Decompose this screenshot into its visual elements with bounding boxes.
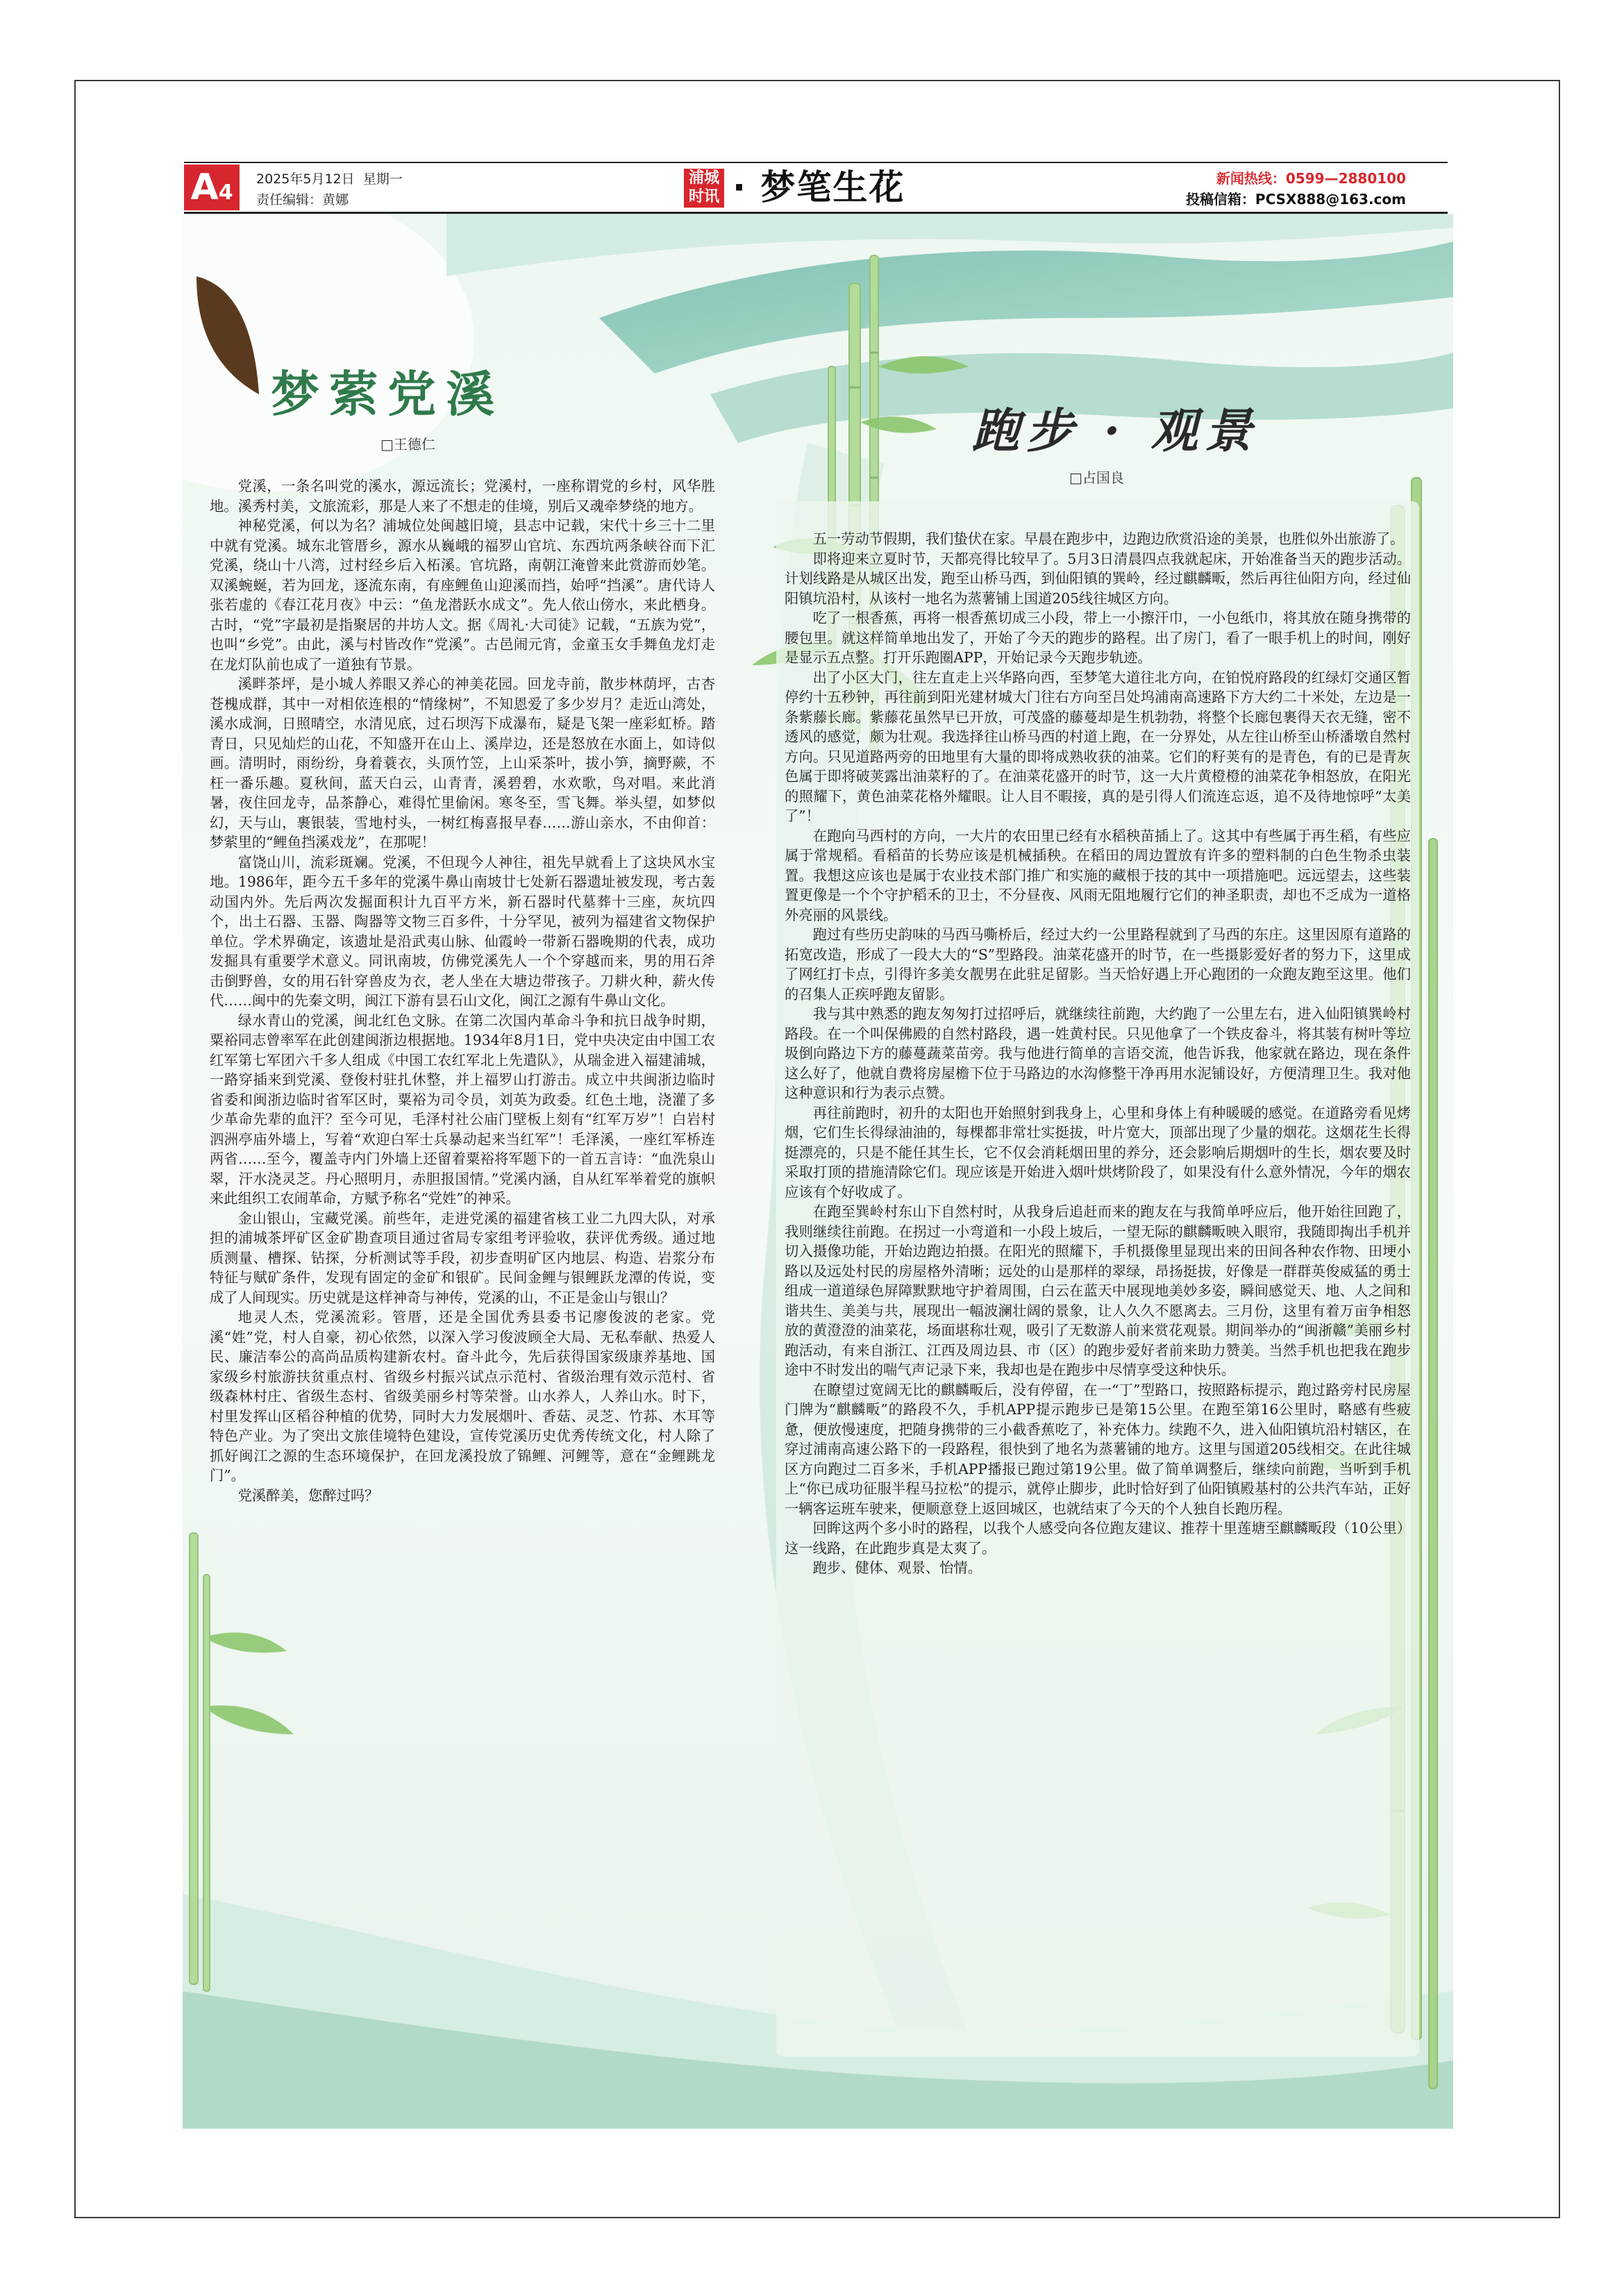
article2-author: □占国良: [1069, 469, 1124, 486]
article1-paragraph: 党溪，一条名叫党的溪水，源远流长；党溪村，一座称谓党的乡村，风华胜地。溪秀村美，文旅流彩，那是人来了不想走的佳境，别后又魂牵梦绕的地方。: [210, 478, 715, 514]
header-top-rule: [184, 162, 1448, 163]
article1-paragraph: 富饶山川，流彩斑斓。党溪，不但现今人神往，祖先早就看上了这块风水宝地。1986年，距今五千多年的党溪牛鼻山南坡廿七处新石器遗址被发现，考古轰动国内外。先后两次发掘面积计九百平方米，新石器时代墓葬十三座，灰坑四个，出土石器、玉器、陶器等文物三百多件，十分罕见，被列为福建省文物保护单位。学术界确定，该遗址是沿武夷山脉、仙霞岭一带新石器晚期的代表，成功发掘具有重要学术意义。同讯南坡，仿佛党溪先人一个个穿越而来，男的用石斧击倒野兽，女的用石针穿兽皮为衣，老人坐在大塘边带孩子。刀耕火种，薪火传代……闽中的先秦文明，闽江下游有昙石山文化，闽江之源有牛鼻山文化。: [210, 853, 715, 1009]
article1-paragraph: 神秘党溪，何以为名？浦城位处闽越旧境，县志中记载，宋代十乡三十二里中就有党溪。城东北管厝乡，源水从巍峨的福罗山官坑、东西坑两条峡谷而下汇党溪，绕山十八湾，过村经乡后入柘溪。官坑路，南朝江淹曾来此赏游而妙笔。双溪蜿蜒，若为回龙，逐流东南，有座鲤鱼山迎溪而挡，始呼“挡溪”。唐代诗人张若虚的《春江花月夜》中云：“鱼龙潜跃水成文”。先人依山傍水，来此栖身。古时，“党”字最初是指聚居的井坊人文。据《周礼·大司徒》记载，“五族为党”，也叫“乡党”。由此，溪与村皆改作“党溪”。古邑闹元宵，金童玉女手舞鱼龙灯走在龙灯队前也成了一道独有节景。: [210, 517, 715, 673]
submission-email: 投稿信箱：PCSX888@163.com: [1185, 191, 1406, 208]
page-letter: A: [190, 167, 219, 208]
article2-paragraph: 在瞭望过宽阔无比的麒麟畈后，没有停留，在一“丁”型路口，按照路标提示，跑过路旁村民房屋门牌为“麒麟畈”的路段不久，手机APP提示跑步已是第15公里。在跑至第16公里时，略感有些疲惫，便放慢速度，把随身携带的三小截香蕉吃了，补充体力。续跑不久，进入仙阳镇坑沿村辖区，在穿过浦南高速公路下的一段路程，很快到了地名为蒸薯铺的地方。这里与国道205线相交。在此往城区方向跑过二百多米，手机APP播报已跑过第19公里。做了简单调整后，继续向前跑，当听到手机上“你已成功征服半程马拉松”的提示，就停止脚步，此时恰好到了仙阳镇殿基村的公共汽车站，正好一辆客运班车驶来，便顺意登上返回城区，也就结束了今天的个人独自长跑历程。: [785, 1381, 1411, 1517]
article1-author: □王德仁: [380, 436, 435, 453]
article1-paragraph: 党溪醉美，您醉过吗？: [237, 1486, 379, 1504]
article2-paragraph: 跑步、健体、观景、怡情。: [812, 1559, 982, 1576]
article1-paragraph: 地灵人杰，党溪流彩。管厝，还是全国优秀县委书记廖俊波的老家。党溪“姓”党，村人自豪，初心依然，以深入学习俊波顾全大局、无私奉献、热爱人民、廉洁奉公的高尚品质构建新农村。奋斗此今，先后获得国家级康养基地、国家级乡村旅游扶贫重点村、省级乡村振兴试点示范村、省级治理有效示范村、省级森林村庄、省级生态村、省级美丽乡村等荣誉。山水养人，人养山水。时下，村里发挥山区稻谷种植的优势，同时大力发展烟叶、香菇、灵芝、竹荪、木耳等特色产业。为了突出文旅佳境特色建设，宣传党溪历史优秀传统文化，村人除了抓好闽江之源的生态环境保护，在回龙溪投放了锦鲤、河鲤等，意在“金鲤跳龙门”。: [210, 1309, 715, 1484]
article2-paragraph: 跑过有些历史韵味的马西马嘶桥后，经过大约一公里路程就到了马西的东庄。这里因原有道路的拓宽改造，形成了一段大大的“S”型路段。油菜花盛开的时节，在一些摄影爱好者的努力下，这里成了网红打卡点，引得许多美女靓男在此驻足留影。当天恰好遇上开心跑团的一众跑友跑至这里。他们的召集人正疾呼跑友留影。: [785, 926, 1411, 1003]
article1-paragraph: 绿水青山的党溪，闽北红色文脉。在第二次国内革命斗争和抗日战争时期，粟裕同志曾率军在此创建闽浙边根据地。1934年8月1日，党中央决定由中国工农红军第七军团六千多人组成《中国工农红军北上先遣队》，从瑞金进入福建浦城，一路穿插来到党溪、登俊村驻扎休整，并上福罗山打游击。成立中共闽浙边临时省委和闽浙边临时省军区时，粟裕为司令员，刘英为政委。红色土地，浇灌了多少革命先辈的血汗？至今可见，毛泽村社公庙门壁板上刻有“红军万岁”！白岩村泗洲亭庙外墙上，写着“欢迎白军士兵暴动起来当红军”！毛泽溪，一座红军桥连两省……至今，覆盖寺内门外墙上还留着粟裕将军题下的一首五言诗：“血洗泉山翠，汗水浇灵芝。丹心照明月，赤胆报国情。”党溪内涵，自从红军举着党的旗帜来此组织工农闹革命，方赋予称名“党姓”的神采。: [210, 1012, 715, 1207]
article2-title: 跑步 · 观景: [972, 403, 1259, 459]
editor-name: 黄娜: [322, 192, 349, 208]
article2-paragraph: 即将迎来立夏时节，天都亮得比较早了。5月3日清晨四点我就起床，开始准备当天的跑步活动。计划线路是从城区出发，跑至山桥马西，到仙阳镇的巽岭，经过麒麟畈，然后再往仙阳方向，经过仙阳镇坑沿村，从该村一地名为蒸薯铺上国道205线往城区方向。: [785, 550, 1411, 607]
logo-line-1: 浦城: [688, 169, 719, 187]
article1-body: [210, 476, 715, 1505]
article2-paragraph: 吃了一根香蕉，再将一根香蕉切成三小段，带上一小擦汗巾，一小包纸巾，将其放在随身携带的腰包里。就这样简单地出发了，开始了今天的跑步的路程。出了房门，看了一眼手机上的时间，刚好是显示五点整。打开乐跑圈APP，开始记录今天跑步轨迹。: [785, 610, 1411, 666]
article2-body: [785, 529, 1411, 1578]
newspaper-logo: [684, 169, 724, 208]
article2-paragraph: 在跑向马西村的方向，一大片的农田里已经有水稻秧苗插上了。这其中有些属于再生稻，有些应属于常规稻。看稻苗的长势应该是机械插秧。在稻田的周边置放有许多的塑料制的白色生物杀虫装置。我想这应该也是属于农业技术部门推广和实施的藏根于技的其中一项措施吧。远远望去，这些装置更像是一个个守护稻禾的卫士，不分昼夜、风雨无阻地履行它们的神圣职责，却也不乏成为一道格外亮丽的风景线。: [785, 827, 1411, 923]
editor-label: 责任编辑：: [256, 192, 323, 208]
section-title: · 梦笔生花: [733, 167, 905, 208]
article1-paragraph: 金山银山，宝藏党溪。前些年，走进党溪的福建省核工业二九四大队，对承担的浦城茶坪矿区金矿勘查项目通过省局专家组考评验收，获评优秀级。通过地质测量、槽探、钻探，分析测试等手段，初步查明矿区内地层、构造、岩浆分布特征与赋矿条件，发现有固定的金矿和银矿。民间金鲤与银鲤跃龙潭的传说，变成了人间现实。历史就是这样神奇与神传，党溪的山，不正是金山与银山？: [210, 1209, 715, 1306]
news-hotline: 新闻热线：0599—2880100: [1216, 170, 1406, 187]
page-digit: 4: [218, 181, 233, 205]
article2-paragraph: 我与其中熟悉的跑友匆匆打过招呼后，就继续往前跑，大约跑了一公里左右，进入仙阳镇巽岭村路段。在一个叫保佛殿的自然村路段，遇一姓黄村民。只见他拿了一个铁皮畚斗，将其装有树叶等垃圾倒向路边下方的藤蔓蔬菜苗旁。我与他进行简单的言语交流，他告诉我，他家就在路边，现在条件这么好了，他就自费将房屋檐下位于马路边的水沟修整干净再用水泥铺设好，方便清理卫生。我对他这种意识和行为表示点赞。: [785, 1005, 1411, 1101]
issue-date: 2025年5月12日: [256, 171, 355, 187]
logo-line-2: 时讯: [688, 188, 719, 206]
article2-paragraph: 五一劳动节假期，我们蛰伏在家。早晨在跑步中，边跑边欣赏沿途的美景，也胜似外出旅游了。: [812, 530, 1405, 547]
article1-title: 梦萦党溪: [271, 365, 504, 423]
article1-paragraph: 溪畔茶坪，是小城人养眼又养心的神美花园。回龙寺前，散步林荫坪，古杏苍槐成群，其中一对相依连根的“情缘树”，不知恩爱了多少岁月？走近山湾处，溪水成涧，日照晴空，水清见底，过石坝泻下成瀑布，疑是飞架一座彩虹桥。踏青日，只见灿烂的山花，不知盛开在山上、溪岸边，还是怒放在水面上，如诗似画。清明时，雨纷纷，身着蓑衣，头顶竹笠，上山采茶叶，拔小笋，摘野蕨，不枉一番乐趣。夏秋间，蓝天白云，山青青，溪碧碧，水欢歌，鸟对唱。来此消暑，夜住回龙寺，品茶静心，难得忙里偷闲。寒冬至，雪飞舞。举头望，如梦似幻，天与山，裹银装，雪地村头，一树红梅喜报早春……游山亲水，不由仰首：梦萦里的“鲤鱼挡溪戏龙”，在那呢！: [210, 676, 715, 850]
page-number-badge: [184, 165, 240, 210]
article2-paragraph: 再往前跑时，初升的太阳也开始照射到我身上，心里和身体上有种暖暖的感觉。在道路旁看见烤烟，它们生长得绿油油的，每棵都非常壮实挺拔，叶片宽大，顶部出现了少量的烟花。这烟花生长得挺漂亮的，只是不能任其生长，它不仅会消耗烟田里的养分，还会影响后期烟叶的生长，烟农要及时采取打顶的措施清除它们。现应该是开始进入烟叶烘烤阶段了，如果没有什么意外情况，今年的烟农应该有个好收成了。: [785, 1104, 1411, 1200]
article2-paragraph: 在跑至巽岭村东山下自然村时，从我身后追赶而来的跑友在与我简单呼应后，他开始往回跑了，我则继续往前跑。在拐过一小弯道和一小段上坡后，一望无际的麒麟畈映入眼帘，我随即掏出手机并切入摄像功能，开始边跑边拍摄。在阳光的照耀下，手机摄像里显现出来的田间各种农作物、田埂小路以及远处村民的房屋格外清晰；远处的山是那样的翠绿，昂扬挺拔，好像是一群群英俊威猛的勇士组成一道道绿色屏障默默地守护着周围，白云在蓝天中展现地美妙多姿，瞬间感觉天、地、人之间和谐共生、美美与共，展现出一幅波澜壮阔的景象，让人久久不愿离去。三月份，这里有着万亩争相怒放的黄澄澄的油菜花，场面堪称壮观，吸引了无数游人前来赏花观景。期间举办的“闽浙赣”美丽乡村跑活动，有来自浙江、江西及周边县、市（区）的跑步爱好者前来助力赞美。当然手机也把我在跑步途中不时发出的喘气声记录下来，我却也是在跑步中尽情享受这种快乐。: [785, 1203, 1411, 1378]
page-header: [184, 165, 1448, 210]
editor-line: [256, 190, 349, 208]
issue-date-line: [256, 169, 403, 187]
article2-paragraph: 回眸这两个多小时的路程，以我个人感受向各位跑友建议、推荐十里莲塘至麒麟畈段（10公里）这一线路，在此跑步真是太爽了。: [785, 1520, 1411, 1557]
issue-weekday: 星期一: [362, 171, 403, 187]
article2-paragraph: 出了小区大门，往左直走上兴华路向西，至梦笔大道往北方向，在铂悦府路段的红绿灯交通区暂停约十五秒钟，再往前到阳光建材城大门往右方向至吕处坞浦南高速路下方大约二十米处，左边是一条紫藤长廊。紫藤花虽然早已开放，可茂盛的藤蔓却是生机勃勃，将整个长廊包裹得天衣无缝，密不透风的感觉，颇为壮观。我选择往山桥马西的村道上跑，在一分界处，从左往山桥至山桥潘墩自然村方向。只见道路两旁的田地里有大量的即将成熟收获的油菜。它们的籽荚有的是青色，有的已是青灰色属于即将破荚露出油菜籽的了。在油菜花盛开的时节，这一大片黄橙橙的油菜花争相怒放，在阳光的照耀下，黄色油菜花格外耀眼。让人目不暇接，真的是引得人们流连忘返，追不及待地惊呼“太美了”！: [785, 669, 1411, 824]
